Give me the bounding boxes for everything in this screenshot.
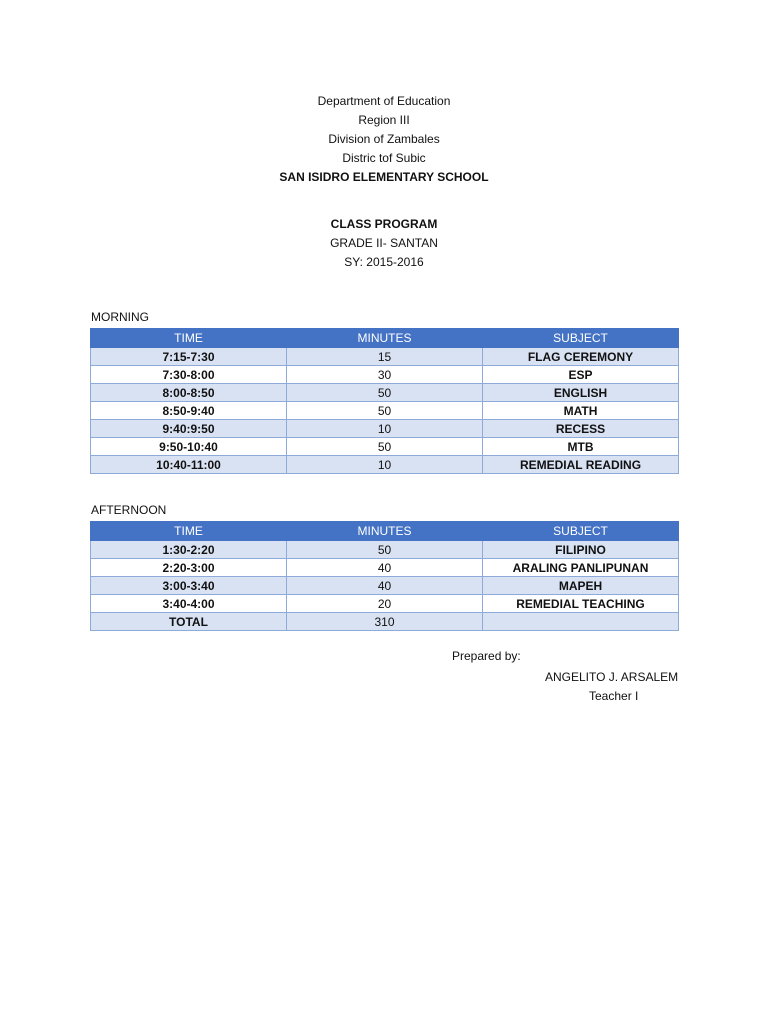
- cell-subject: ENGLISH: [483, 384, 679, 402]
- cell-minutes: 50: [287, 541, 483, 559]
- table-row: [91, 402, 679, 420]
- cell-subject: MTB: [483, 438, 679, 456]
- grade-section: GRADE II- SANTAN: [330, 236, 438, 250]
- table-row: [91, 438, 679, 456]
- cell-subject: MAPEH: [483, 577, 679, 595]
- cell-time: 10:40-11:00: [91, 456, 287, 474]
- cell-subject: RECESS: [483, 420, 679, 438]
- column-header-time: TIME: [91, 522, 287, 541]
- cell-minutes: 15: [287, 348, 483, 366]
- cell-subject: REMEDIAL TEACHING: [483, 595, 679, 613]
- cell-subject: ESP: [483, 366, 679, 384]
- table-row: [91, 420, 679, 438]
- school-name: SAN ISIDRO ELEMENTARY SCHOOL: [279, 170, 489, 184]
- signatory-name: ANGELITO J. ARSALEM: [545, 670, 679, 684]
- cell-minutes: 40: [287, 577, 483, 595]
- morning-schedule-table: [90, 328, 679, 474]
- morning-label: MORNING: [91, 310, 149, 324]
- cell-time: 7:30-8:00: [91, 366, 287, 384]
- cell-time: 2:20-3:00: [91, 559, 287, 577]
- district-name: Distric tof Subic: [342, 151, 426, 165]
- cell-time: 8:00-8:50: [91, 384, 287, 402]
- column-header-minutes: MINUTES: [287, 522, 483, 541]
- afternoon-label: AFTERNOON: [91, 503, 167, 517]
- table-header-row: [91, 522, 679, 541]
- cell-time: 3:00-3:40: [91, 577, 287, 595]
- cell-minutes: 10: [287, 456, 483, 474]
- column-header-subject: SUBJECT: [483, 329, 679, 348]
- cell-time: TOTAL: [91, 613, 287, 631]
- column-header-time: TIME: [91, 329, 287, 348]
- cell-subject: FILIPINO: [483, 541, 679, 559]
- cell-minutes: 30: [287, 366, 483, 384]
- region-name: Region III: [358, 113, 410, 127]
- cell-time: 7:15-7:30: [91, 348, 287, 366]
- table-row: [91, 456, 679, 474]
- table-row: [91, 384, 679, 402]
- school-year: SY: 2015-2016: [344, 255, 424, 269]
- document-header: [0, 92, 768, 187]
- cell-subject: MATH: [483, 402, 679, 420]
- table-row: [91, 613, 679, 631]
- cell-minutes: 50: [287, 438, 483, 456]
- cell-minutes: 310: [287, 613, 483, 631]
- table-row: [91, 366, 679, 384]
- cell-time: 9:50-10:40: [91, 438, 287, 456]
- division-name: Division of Zambales: [328, 132, 440, 146]
- cell-minutes: 20: [287, 595, 483, 613]
- department-name: Department of Education: [317, 94, 451, 108]
- cell-minutes: 50: [287, 402, 483, 420]
- cell-minutes: 10: [287, 420, 483, 438]
- program-heading: [0, 215, 768, 272]
- cell-minutes: 50: [287, 384, 483, 402]
- table-row: [91, 595, 679, 613]
- prepared-by-label: Prepared by:: [452, 649, 521, 663]
- cell-subject: REMEDIAL READING: [483, 456, 679, 474]
- column-header-subject: SUBJECT: [483, 522, 679, 541]
- table-row: [91, 541, 679, 559]
- table-row: [91, 577, 679, 595]
- program-title: CLASS PROGRAM: [330, 217, 438, 231]
- table-row: [91, 348, 679, 366]
- cell-subject: FLAG CEREMONY: [483, 348, 679, 366]
- cell-subject: ARALING PANLIPUNAN: [483, 559, 679, 577]
- signatory-position: Teacher I: [589, 689, 639, 703]
- column-header-minutes: MINUTES: [287, 329, 483, 348]
- cell-time: 9:40:9:50: [91, 420, 287, 438]
- cell-minutes: 40: [287, 559, 483, 577]
- table-header-row: [91, 329, 679, 348]
- afternoon-schedule-table: [90, 521, 679, 631]
- signatory-block: [545, 668, 678, 706]
- cell-time: 8:50-9:40: [91, 402, 287, 420]
- cell-time: 3:40-4:00: [91, 595, 287, 613]
- cell-time: 1:30-2:20: [91, 541, 287, 559]
- cell-subject: [483, 613, 679, 631]
- table-row: [91, 559, 679, 577]
